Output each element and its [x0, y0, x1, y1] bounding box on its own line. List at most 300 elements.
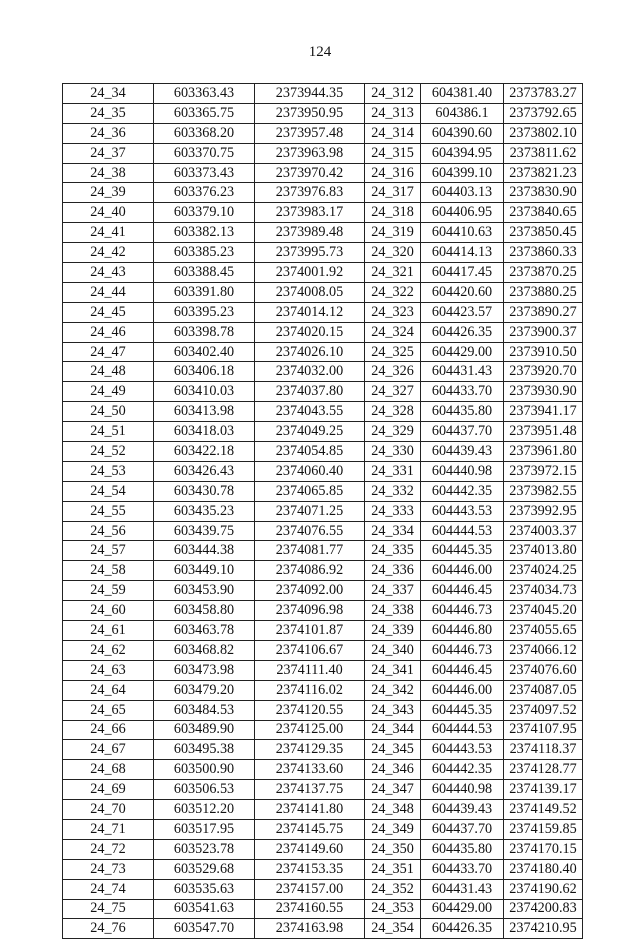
point-id-cell: 24_55 [63, 501, 154, 521]
point-id-cell: 24_60 [63, 601, 154, 621]
point-id-cell: 24_52 [63, 442, 154, 462]
x-coordinate-cell: 603468.82 [154, 640, 255, 660]
table-row [63, 282, 583, 302]
point-id-cell: 24_40 [63, 203, 154, 223]
point-id-cell: 24_61 [63, 621, 154, 641]
table-row [63, 621, 583, 641]
table-row [63, 402, 583, 422]
point-id-cell: 24_329 [365, 422, 421, 442]
table-row [63, 561, 583, 581]
point-id-cell: 24_324 [365, 322, 421, 342]
table-row [63, 800, 583, 820]
x-coordinate-cell: 603489.90 [154, 720, 255, 740]
y-coordinate-cell: 2373821.23 [504, 163, 583, 183]
table-row [63, 660, 583, 680]
x-coordinate-cell: 604446.80 [421, 621, 504, 641]
y-coordinate-cell: 2374139.17 [504, 780, 583, 800]
y-coordinate-cell: 2374097.52 [504, 700, 583, 720]
point-id-cell: 24_323 [365, 302, 421, 322]
x-coordinate-cell: 604390.60 [421, 123, 504, 143]
point-id-cell: 24_73 [63, 859, 154, 879]
point-id-cell: 24_62 [63, 640, 154, 660]
point-id-cell: 24_53 [63, 461, 154, 481]
x-coordinate-cell: 604431.43 [421, 362, 504, 382]
y-coordinate-cell: 2374200.83 [504, 899, 583, 919]
x-coordinate-cell: 603529.68 [154, 859, 255, 879]
point-id-cell: 24_69 [63, 780, 154, 800]
x-coordinate-cell: 604429.00 [421, 342, 504, 362]
y-coordinate-cell: 2373783.27 [504, 84, 583, 104]
x-coordinate-cell: 603523.78 [154, 839, 255, 859]
x-coordinate-cell: 604446.73 [421, 601, 504, 621]
y-coordinate-cell: 2373920.70 [504, 362, 583, 382]
point-id-cell: 24_66 [63, 720, 154, 740]
point-id-cell: 24_352 [365, 879, 421, 899]
x-coordinate-cell: 604444.53 [421, 720, 504, 740]
table-row [63, 680, 583, 700]
table-row [63, 601, 583, 621]
x-coordinate-cell: 603444.38 [154, 541, 255, 561]
point-id-cell: 24_34 [63, 84, 154, 104]
y-coordinate-cell: 2374076.55 [255, 521, 365, 541]
point-id-cell: 24_344 [365, 720, 421, 740]
table-row [63, 819, 583, 839]
x-coordinate-cell: 603473.98 [154, 660, 255, 680]
x-coordinate-cell: 603453.90 [154, 581, 255, 601]
x-coordinate-cell: 603463.78 [154, 621, 255, 641]
y-coordinate-cell: 2374125.00 [255, 720, 365, 740]
y-coordinate-cell: 2374137.75 [255, 780, 365, 800]
point-id-cell: 24_70 [63, 800, 154, 820]
y-coordinate-cell: 2374045.20 [504, 601, 583, 621]
x-coordinate-cell: 603368.20 [154, 123, 255, 143]
point-id-cell: 24_56 [63, 521, 154, 541]
y-coordinate-cell: 2373890.27 [504, 302, 583, 322]
y-coordinate-cell: 2374107.95 [504, 720, 583, 740]
table-row [63, 84, 583, 104]
y-coordinate-cell: 2374034.73 [504, 581, 583, 601]
x-coordinate-cell: 604417.45 [421, 263, 504, 283]
point-id-cell: 24_338 [365, 601, 421, 621]
point-id-cell: 24_50 [63, 402, 154, 422]
table-row [63, 899, 583, 919]
y-coordinate-cell: 2374145.75 [255, 819, 365, 839]
point-id-cell: 24_58 [63, 561, 154, 581]
point-id-cell: 24_349 [365, 819, 421, 839]
x-coordinate-cell: 603479.20 [154, 680, 255, 700]
point-id-cell: 24_326 [365, 362, 421, 382]
x-coordinate-cell: 604446.00 [421, 680, 504, 700]
table-row [63, 123, 583, 143]
point-id-cell: 24_315 [365, 143, 421, 163]
table-row [63, 302, 583, 322]
y-coordinate-cell: 2374210.95 [504, 919, 583, 939]
table-row [63, 740, 583, 760]
y-coordinate-cell: 2373972.15 [504, 461, 583, 481]
point-id-cell: 24_57 [63, 541, 154, 561]
table-row [63, 362, 583, 382]
point-id-cell: 24_317 [365, 183, 421, 203]
point-id-cell: 24_348 [365, 800, 421, 820]
y-coordinate-cell: 2374159.85 [504, 819, 583, 839]
y-coordinate-cell: 2373982.55 [504, 481, 583, 501]
point-id-cell: 24_320 [365, 243, 421, 263]
y-coordinate-cell: 2373951.48 [504, 422, 583, 442]
point-id-cell: 24_44 [63, 282, 154, 302]
x-coordinate-cell: 603388.45 [154, 263, 255, 283]
x-coordinate-cell: 603410.03 [154, 382, 255, 402]
y-coordinate-cell: 2373870.25 [504, 263, 583, 283]
y-coordinate-cell: 2373989.48 [255, 223, 365, 243]
table-row [63, 442, 583, 462]
point-id-cell: 24_68 [63, 760, 154, 780]
x-coordinate-cell: 603373.43 [154, 163, 255, 183]
point-id-cell: 24_336 [365, 561, 421, 581]
y-coordinate-cell: 2374101.87 [255, 621, 365, 641]
y-coordinate-cell: 2373910.50 [504, 342, 583, 362]
x-coordinate-cell: 603430.78 [154, 481, 255, 501]
point-id-cell: 24_312 [365, 84, 421, 104]
point-id-cell: 24_38 [63, 163, 154, 183]
x-coordinate-cell: 603376.23 [154, 183, 255, 203]
x-coordinate-cell: 603382.13 [154, 223, 255, 243]
point-id-cell: 24_351 [365, 859, 421, 879]
y-coordinate-cell: 2374116.02 [255, 680, 365, 700]
point-id-cell: 24_76 [63, 919, 154, 939]
x-coordinate-cell: 604423.57 [421, 302, 504, 322]
y-coordinate-cell: 2374106.67 [255, 640, 365, 660]
table-row [63, 461, 583, 481]
table-row [63, 422, 583, 442]
x-coordinate-cell: 603495.38 [154, 740, 255, 760]
x-coordinate-cell: 603426.43 [154, 461, 255, 481]
point-id-cell: 24_41 [63, 223, 154, 243]
point-id-cell: 24_63 [63, 660, 154, 680]
point-id-cell: 24_43 [63, 263, 154, 283]
y-coordinate-cell: 2374133.60 [255, 760, 365, 780]
y-coordinate-cell: 2373992.95 [504, 501, 583, 521]
x-coordinate-cell: 604445.35 [421, 541, 504, 561]
table-row [63, 342, 583, 362]
x-coordinate-cell: 604410.63 [421, 223, 504, 243]
x-coordinate-cell: 603422.18 [154, 442, 255, 462]
table-row [63, 720, 583, 740]
x-coordinate-cell: 604446.45 [421, 581, 504, 601]
point-id-cell: 24_332 [365, 481, 421, 501]
table-row [63, 640, 583, 660]
y-coordinate-cell: 2374096.98 [255, 601, 365, 621]
point-id-cell: 24_343 [365, 700, 421, 720]
y-coordinate-cell: 2374149.60 [255, 839, 365, 859]
x-coordinate-cell: 603365.75 [154, 103, 255, 123]
y-coordinate-cell: 2374049.25 [255, 422, 365, 442]
point-id-cell: 24_54 [63, 481, 154, 501]
y-coordinate-cell: 2374071.25 [255, 501, 365, 521]
y-coordinate-cell: 2374092.00 [255, 581, 365, 601]
table-row [63, 382, 583, 402]
y-coordinate-cell: 2374054.85 [255, 442, 365, 462]
point-id-cell: 24_350 [365, 839, 421, 859]
y-coordinate-cell: 2373941.17 [504, 402, 583, 422]
point-id-cell: 24_67 [63, 740, 154, 760]
point-id-cell: 24_330 [365, 442, 421, 462]
y-coordinate-cell: 2373963.98 [255, 143, 365, 163]
page-number: 124 [308, 44, 332, 60]
point-id-cell: 24_353 [365, 899, 421, 919]
x-coordinate-cell: 604439.43 [421, 800, 504, 820]
y-coordinate-cell: 2373840.65 [504, 203, 583, 223]
table-row [63, 143, 583, 163]
x-coordinate-cell: 604435.80 [421, 839, 504, 859]
point-id-cell: 24_321 [365, 263, 421, 283]
table-row [63, 481, 583, 501]
x-coordinate-cell: 604440.98 [421, 461, 504, 481]
x-coordinate-cell: 603402.40 [154, 342, 255, 362]
x-coordinate-cell: 604446.00 [421, 561, 504, 581]
x-coordinate-cell: 603406.18 [154, 362, 255, 382]
y-coordinate-cell: 2373961.80 [504, 442, 583, 462]
point-id-cell: 24_341 [365, 660, 421, 680]
table-row [63, 163, 583, 183]
x-coordinate-cell: 604386.1 [421, 103, 504, 123]
y-coordinate-cell: 2374065.85 [255, 481, 365, 501]
y-coordinate-cell: 2374032.00 [255, 362, 365, 382]
table-row [63, 243, 583, 263]
x-coordinate-cell: 603458.80 [154, 601, 255, 621]
table-row [63, 223, 583, 243]
point-id-cell: 24_45 [63, 302, 154, 322]
y-coordinate-cell: 2374129.35 [255, 740, 365, 760]
point-id-cell: 24_36 [63, 123, 154, 143]
y-coordinate-cell: 2374014.12 [255, 302, 365, 322]
y-coordinate-cell: 2373900.37 [504, 322, 583, 342]
y-coordinate-cell: 2374086.92 [255, 561, 365, 581]
x-coordinate-cell: 603547.70 [154, 919, 255, 939]
point-id-cell: 24_331 [365, 461, 421, 481]
x-coordinate-cell: 604442.35 [421, 481, 504, 501]
y-coordinate-cell: 2374037.80 [255, 382, 365, 402]
y-coordinate-cell: 2374055.65 [504, 621, 583, 641]
x-coordinate-cell: 604433.70 [421, 859, 504, 879]
y-coordinate-cell: 2374013.80 [504, 541, 583, 561]
y-coordinate-cell: 2373983.17 [255, 203, 365, 223]
y-coordinate-cell: 2374043.55 [255, 402, 365, 422]
point-id-cell: 24_59 [63, 581, 154, 601]
x-coordinate-cell: 604437.70 [421, 422, 504, 442]
y-coordinate-cell: 2374190.62 [504, 879, 583, 899]
x-coordinate-cell: 603370.75 [154, 143, 255, 163]
y-coordinate-cell: 2373830.90 [504, 183, 583, 203]
point-id-cell: 24_319 [365, 223, 421, 243]
point-id-cell: 24_318 [365, 203, 421, 223]
y-coordinate-cell: 2373970.42 [255, 163, 365, 183]
y-coordinate-cell: 2374163.98 [255, 919, 365, 939]
point-id-cell: 24_334 [365, 521, 421, 541]
y-coordinate-cell: 2374157.00 [255, 879, 365, 899]
y-coordinate-cell: 2374081.77 [255, 541, 365, 561]
y-coordinate-cell: 2373957.48 [255, 123, 365, 143]
y-coordinate-cell: 2374087.05 [504, 680, 583, 700]
x-coordinate-cell: 603484.53 [154, 700, 255, 720]
coordinates-table-body [63, 84, 583, 939]
x-coordinate-cell: 604442.35 [421, 760, 504, 780]
x-coordinate-cell: 603363.43 [154, 84, 255, 104]
x-coordinate-cell: 604433.70 [421, 382, 504, 402]
point-id-cell: 24_65 [63, 700, 154, 720]
table-row [63, 541, 583, 561]
y-coordinate-cell: 2374111.40 [255, 660, 365, 680]
x-coordinate-cell: 603541.63 [154, 899, 255, 919]
x-coordinate-cell: 604381.40 [421, 84, 504, 104]
x-coordinate-cell: 604439.43 [421, 442, 504, 462]
y-coordinate-cell: 2374076.60 [504, 660, 583, 680]
point-id-cell: 24_49 [63, 382, 154, 402]
table-row [63, 839, 583, 859]
point-id-cell: 24_316 [365, 163, 421, 183]
point-id-cell: 24_39 [63, 183, 154, 203]
x-coordinate-cell: 603517.95 [154, 819, 255, 839]
x-coordinate-cell: 604445.35 [421, 700, 504, 720]
x-coordinate-cell: 604394.95 [421, 143, 504, 163]
point-id-cell: 24_345 [365, 740, 421, 760]
y-coordinate-cell: 2373930.90 [504, 382, 583, 402]
y-coordinate-cell: 2374149.52 [504, 800, 583, 820]
y-coordinate-cell: 2373950.95 [255, 103, 365, 123]
y-coordinate-cell: 2374066.12 [504, 640, 583, 660]
x-coordinate-cell: 603506.53 [154, 780, 255, 800]
y-coordinate-cell: 2374024.25 [504, 561, 583, 581]
y-coordinate-cell: 2374153.35 [255, 859, 365, 879]
point-id-cell: 24_314 [365, 123, 421, 143]
point-id-cell: 24_325 [365, 342, 421, 362]
point-id-cell: 24_48 [63, 362, 154, 382]
x-coordinate-cell: 604446.73 [421, 640, 504, 660]
y-coordinate-cell: 2373811.62 [504, 143, 583, 163]
x-coordinate-cell: 603413.98 [154, 402, 255, 422]
point-id-cell: 24_47 [63, 342, 154, 362]
point-id-cell: 24_37 [63, 143, 154, 163]
x-coordinate-cell: 603500.90 [154, 760, 255, 780]
x-coordinate-cell: 604435.80 [421, 402, 504, 422]
x-coordinate-cell: 603512.20 [154, 800, 255, 820]
x-coordinate-cell: 604414.13 [421, 243, 504, 263]
point-id-cell: 24_313 [365, 103, 421, 123]
y-coordinate-cell: 2373995.73 [255, 243, 365, 263]
y-coordinate-cell: 2374026.10 [255, 342, 365, 362]
point-id-cell: 24_46 [63, 322, 154, 342]
x-coordinate-cell: 604403.13 [421, 183, 504, 203]
table-row [63, 103, 583, 123]
y-coordinate-cell: 2373850.45 [504, 223, 583, 243]
x-coordinate-cell: 604443.53 [421, 740, 504, 760]
x-coordinate-cell: 603418.03 [154, 422, 255, 442]
y-coordinate-cell: 2373792.65 [504, 103, 583, 123]
coordinates-table [62, 83, 583, 939]
y-coordinate-cell: 2374020.15 [255, 322, 365, 342]
y-coordinate-cell: 2374120.55 [255, 700, 365, 720]
point-id-cell: 24_342 [365, 680, 421, 700]
point-id-cell: 24_354 [365, 919, 421, 939]
x-coordinate-cell: 603385.23 [154, 243, 255, 263]
point-id-cell: 24_339 [365, 621, 421, 641]
point-id-cell: 24_327 [365, 382, 421, 402]
x-coordinate-cell: 604431.43 [421, 879, 504, 899]
x-coordinate-cell: 603439.75 [154, 521, 255, 541]
table-row [63, 760, 583, 780]
y-coordinate-cell: 2374001.92 [255, 263, 365, 283]
table-row [63, 700, 583, 720]
x-coordinate-cell: 603398.78 [154, 322, 255, 342]
table-row [63, 183, 583, 203]
point-id-cell: 24_335 [365, 541, 421, 561]
y-coordinate-cell: 2374170.15 [504, 839, 583, 859]
y-coordinate-cell: 2374060.40 [255, 461, 365, 481]
point-id-cell: 24_74 [63, 879, 154, 899]
x-coordinate-cell: 604429.00 [421, 899, 504, 919]
point-id-cell: 24_346 [365, 760, 421, 780]
y-coordinate-cell: 2373802.10 [504, 123, 583, 143]
point-id-cell: 24_340 [365, 640, 421, 660]
point-id-cell: 24_72 [63, 839, 154, 859]
x-coordinate-cell: 604399.10 [421, 163, 504, 183]
point-id-cell: 24_35 [63, 103, 154, 123]
point-id-cell: 24_71 [63, 819, 154, 839]
point-id-cell: 24_42 [63, 243, 154, 263]
x-coordinate-cell: 603395.23 [154, 302, 255, 322]
point-id-cell: 24_51 [63, 422, 154, 442]
x-coordinate-cell: 604426.35 [421, 919, 504, 939]
y-coordinate-cell: 2373880.25 [504, 282, 583, 302]
y-coordinate-cell: 2373976.83 [255, 183, 365, 203]
x-coordinate-cell: 603449.10 [154, 561, 255, 581]
table-row [63, 581, 583, 601]
point-id-cell: 24_337 [365, 581, 421, 601]
point-id-cell: 24_64 [63, 680, 154, 700]
table-row [63, 322, 583, 342]
table-row [63, 521, 583, 541]
x-coordinate-cell: 604444.53 [421, 521, 504, 541]
x-coordinate-cell: 603535.63 [154, 879, 255, 899]
y-coordinate-cell: 2374160.55 [255, 899, 365, 919]
x-coordinate-cell: 604443.53 [421, 501, 504, 521]
point-id-cell: 24_75 [63, 899, 154, 919]
y-coordinate-cell: 2374118.37 [504, 740, 583, 760]
y-coordinate-cell: 2374128.77 [504, 760, 583, 780]
x-coordinate-cell: 604440.98 [421, 780, 504, 800]
x-coordinate-cell: 603391.80 [154, 282, 255, 302]
x-coordinate-cell: 604437.70 [421, 819, 504, 839]
table-row [63, 501, 583, 521]
y-coordinate-cell: 2373944.35 [255, 84, 365, 104]
y-coordinate-cell: 2374008.05 [255, 282, 365, 302]
y-coordinate-cell: 2374180.40 [504, 859, 583, 879]
point-id-cell: 24_333 [365, 501, 421, 521]
table-row [63, 263, 583, 283]
table-row [63, 859, 583, 879]
point-id-cell: 24_347 [365, 780, 421, 800]
x-coordinate-cell: 604446.45 [421, 660, 504, 680]
table-row [63, 203, 583, 223]
y-coordinate-cell: 2373860.33 [504, 243, 583, 263]
x-coordinate-cell: 604420.60 [421, 282, 504, 302]
x-coordinate-cell: 604406.95 [421, 203, 504, 223]
table-row [63, 780, 583, 800]
point-id-cell: 24_322 [365, 282, 421, 302]
x-coordinate-cell: 604426.35 [421, 322, 504, 342]
y-coordinate-cell: 2374141.80 [255, 800, 365, 820]
x-coordinate-cell: 603435.23 [154, 501, 255, 521]
x-coordinate-cell: 603379.10 [154, 203, 255, 223]
